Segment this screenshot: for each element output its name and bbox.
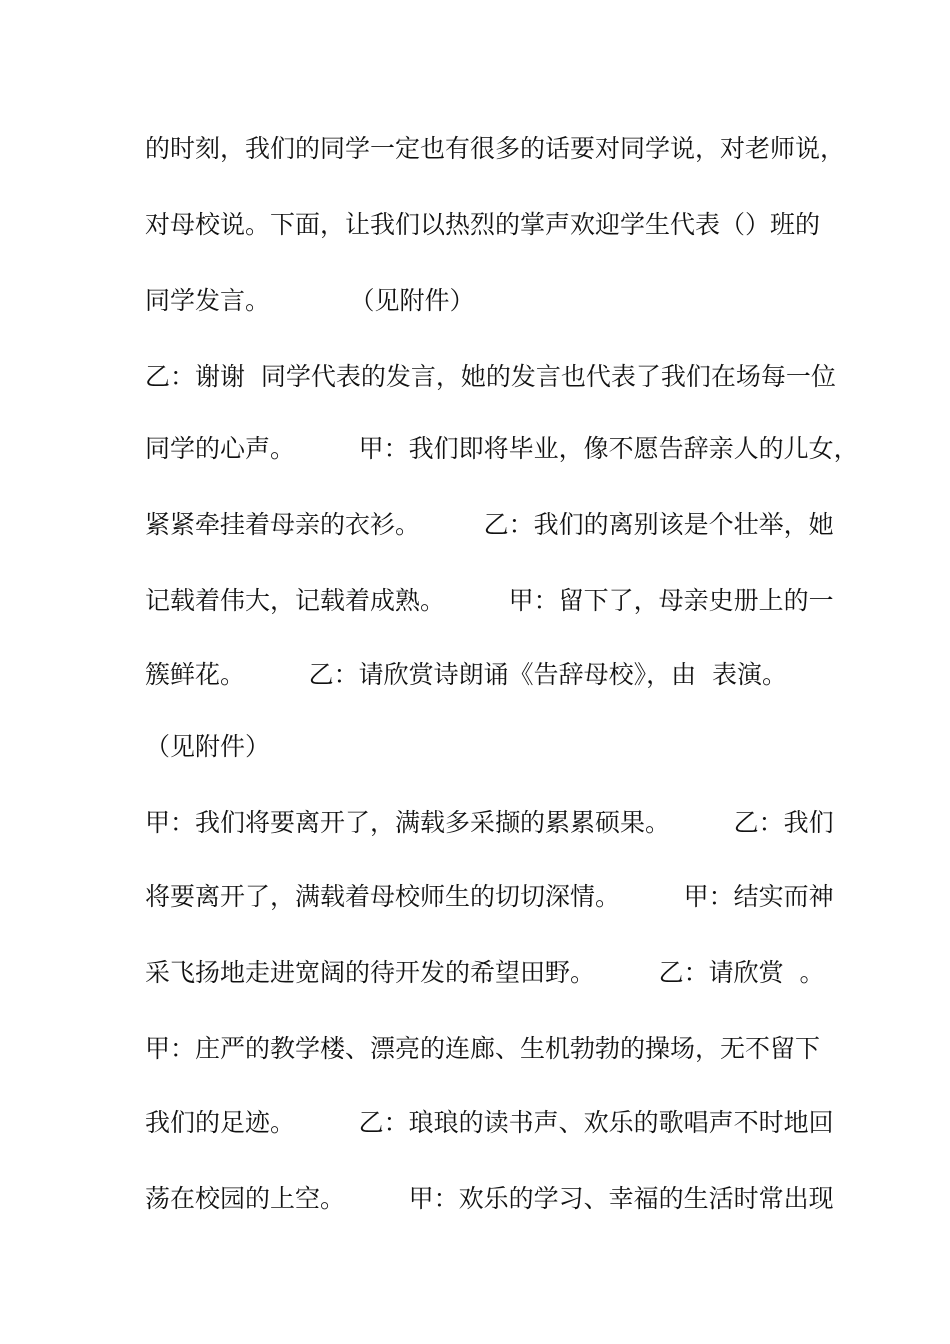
text-line: 甲：庄严的教学楼、漂亮的连廊、生机勃勃的操场，无不留下 — [145, 1034, 821, 1063]
text-line: 记载着伟大，记载着成熟。 甲：留下了，母亲史册上的一 — [145, 586, 834, 615]
text-line: 将要离开了，满载着母校师生的切切深情。 甲：结实而神 — [145, 882, 834, 911]
text-line: 同学发言。 （见附件） — [145, 286, 475, 315]
text-line: 紧紧牵挂着母亲的衣衫。 乙：我们的离别该是个壮举，她 — [145, 510, 834, 539]
text-line: 采飞扬地走进宽阔的待开发的希望田野。 乙：请欣赏 。 — [145, 958, 825, 987]
text-line: （见附件） — [145, 732, 271, 761]
text-line: 甲：我们将要离开了，满载多采撷的累累硕果。 乙：我们 — [145, 808, 834, 837]
text-line: 荡在校园的上空。 甲：欢乐的学习、幸福的生活时常出现 — [145, 1184, 834, 1213]
text-line: 的时刻，我们的同学一定也有很多的话要对同学说，对老师说， — [145, 134, 846, 163]
text-line: 同学的心声。 甲：我们即将毕业，像不愿告辞亲人的儿女， — [145, 434, 859, 463]
text-line: 乙：谢谢 同学代表的发言，她的发言也代表了我们在场每一位 — [145, 362, 836, 391]
text-line: 对母校说。下面，让我们以热烈的掌声欢迎学生代表（）班的 — [145, 210, 821, 239]
text-line: 我们的足迹。 乙：琅琅的读书声、欢乐的歌唱声不时地回 — [145, 1108, 834, 1137]
text-line: 簇鲜花。 乙：请欣赏诗朗诵《告辞母校》，由 表演。 — [145, 660, 787, 689]
